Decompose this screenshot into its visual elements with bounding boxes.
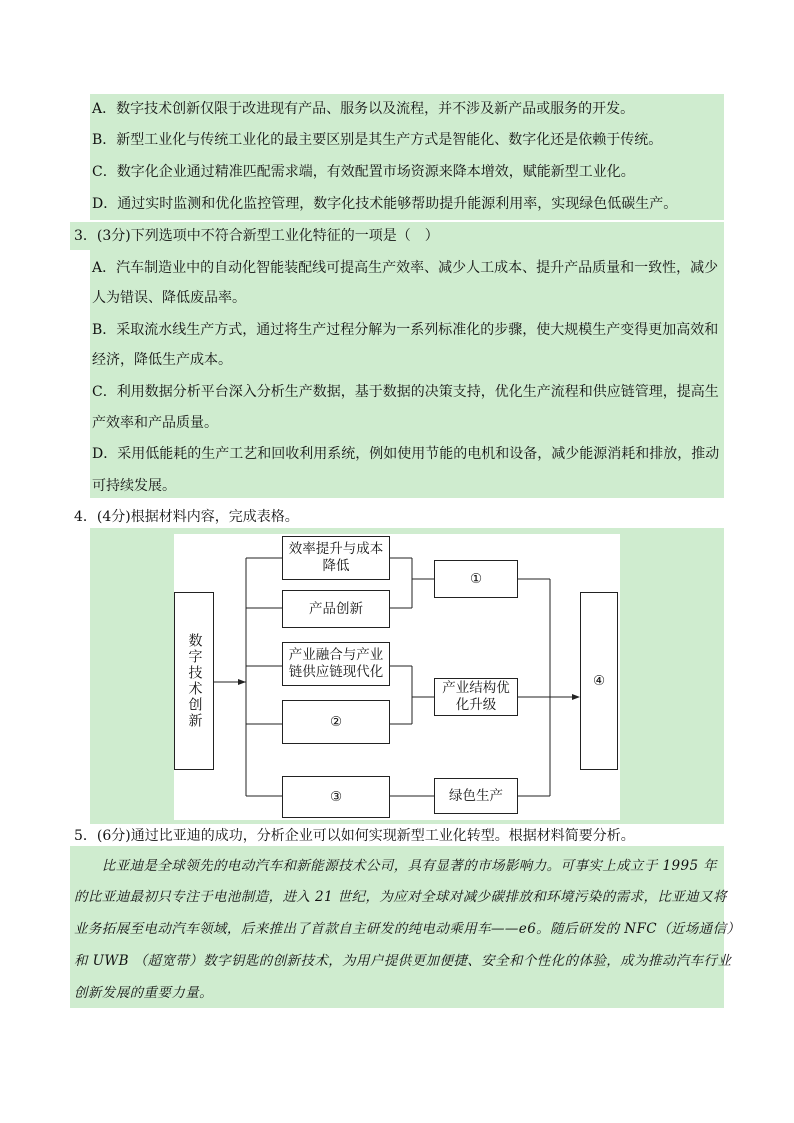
fusion-label-line1: 产业融合与产业 bbox=[288, 647, 384, 663]
blank-box-3[interactable]: ③ bbox=[282, 776, 390, 818]
q3-option-d-line1: D．采用低能耗的生产工艺和回收利用系统，例如使用节能的电机和设备，减少能源消耗和排放，推动 bbox=[92, 446, 720, 462]
structure-upgrade-box bbox=[434, 678, 518, 716]
q5-material-line5: 创新发展的重要力量。 bbox=[74, 985, 213, 1001]
q5-material-line2: 的比亚迪最初只专注于电池制造，进入 21 世纪，为应对全球对减少碳排放和环境污染的需求，比亚迪又将 bbox=[74, 889, 727, 905]
blank-box-1[interactable]: ① bbox=[434, 560, 518, 598]
q5-material-line4: 和 UWB （超宽带）数字钥匙的创新技术，为用户提供更加便捷、安全和个性化的体验，成为推动汽车行业 bbox=[74, 953, 732, 969]
fusion-label-line2: 链供应链现代化 bbox=[288, 664, 384, 680]
source-box: 数字技术创新 bbox=[174, 592, 214, 770]
q3-option-a-line2: 人为错误、降低废品率。 bbox=[92, 290, 246, 306]
blank-box-4[interactable]: ④ bbox=[580, 592, 618, 770]
q5-material-line1: 比亚迪是全球领先的电动汽车和新能源技术公司，具有显著的市场影响力。可事实上成立于 1995 年 bbox=[74, 858, 718, 874]
q4-flow-diagram bbox=[174, 534, 620, 820]
upgrade-label-line2: 化升级 bbox=[455, 697, 497, 713]
blank-box-2[interactable]: ② bbox=[282, 700, 390, 744]
upgrade-label-line1: 产业结构优 bbox=[442, 680, 510, 696]
q4-stem: 4．(4分)根据材料内容，完成表格。 bbox=[74, 509, 299, 525]
q5-stem: 5．(6分)通过比亚迪的成功，分析企业可以如何实现新型工业化转型。根据材料简要分析。 bbox=[74, 828, 635, 844]
q3-option-b-line1: B．采取流水线生产方式，通过将生产过程分解为一系列标准化的步骤，使大规模生产变得更加高效和 bbox=[92, 322, 719, 338]
q3-option-b-line2: 经济，降低生产成本。 bbox=[92, 352, 232, 368]
green-production-box: 绿色生产 bbox=[434, 778, 518, 814]
q2-option-d: D．通过实时监测和优化监控管理，数字化技术能够帮助提升能源利用率，实现绿色低碳生产。 bbox=[92, 196, 678, 212]
diagram-connectors bbox=[174, 534, 620, 820]
efficiency-label-line2: 降低 bbox=[322, 558, 350, 574]
q2-option-c: C．数字化企业通过精准匹配需求端，有效配置市场资源来降本增效，赋能新型工业化。 bbox=[92, 164, 635, 180]
q3-stem: 3．(3分)下列选项中不符合新型工业化特征的一项是（ ） bbox=[74, 228, 439, 244]
q2-option-b: B．新型工业化与传统工业化的最主要区别是其生产方式是智能化、数字化还是依赖于传统。 bbox=[92, 132, 663, 148]
q3-option-c-line1: C．利用数据分析平台深入分析生产数据，基于数据的决策支持，优化生产流程和供应链管理，提高生 bbox=[92, 384, 719, 400]
q3-option-a-line1: A．汽车制造业中的自动化智能装配线可提高生产效率、减少人工成本、提升产品质量和一致性，减少 bbox=[92, 260, 719, 276]
q2-option-a: A．数字技术创新仅限于改进现有产品、服务以及流程，并不涉及新产品或服务的开发。 bbox=[92, 101, 635, 117]
q5-material-line3: 业务拓展至电动汽车领域，后来推出了首款自主研发的纯电动乘用车——e6。随后研发的 NFC（近场通信） bbox=[74, 921, 741, 937]
q3-option-c-line2: 产效率和产品质量。 bbox=[92, 415, 218, 431]
product-innovation-box: 产品创新 bbox=[282, 590, 390, 628]
industry-fusion-box bbox=[282, 642, 390, 686]
efficiency-label-line1: 效率提升与成本 bbox=[288, 541, 384, 557]
q3-option-d-line2: 可持续发展。 bbox=[92, 478, 176, 494]
efficiency-box bbox=[282, 536, 390, 580]
